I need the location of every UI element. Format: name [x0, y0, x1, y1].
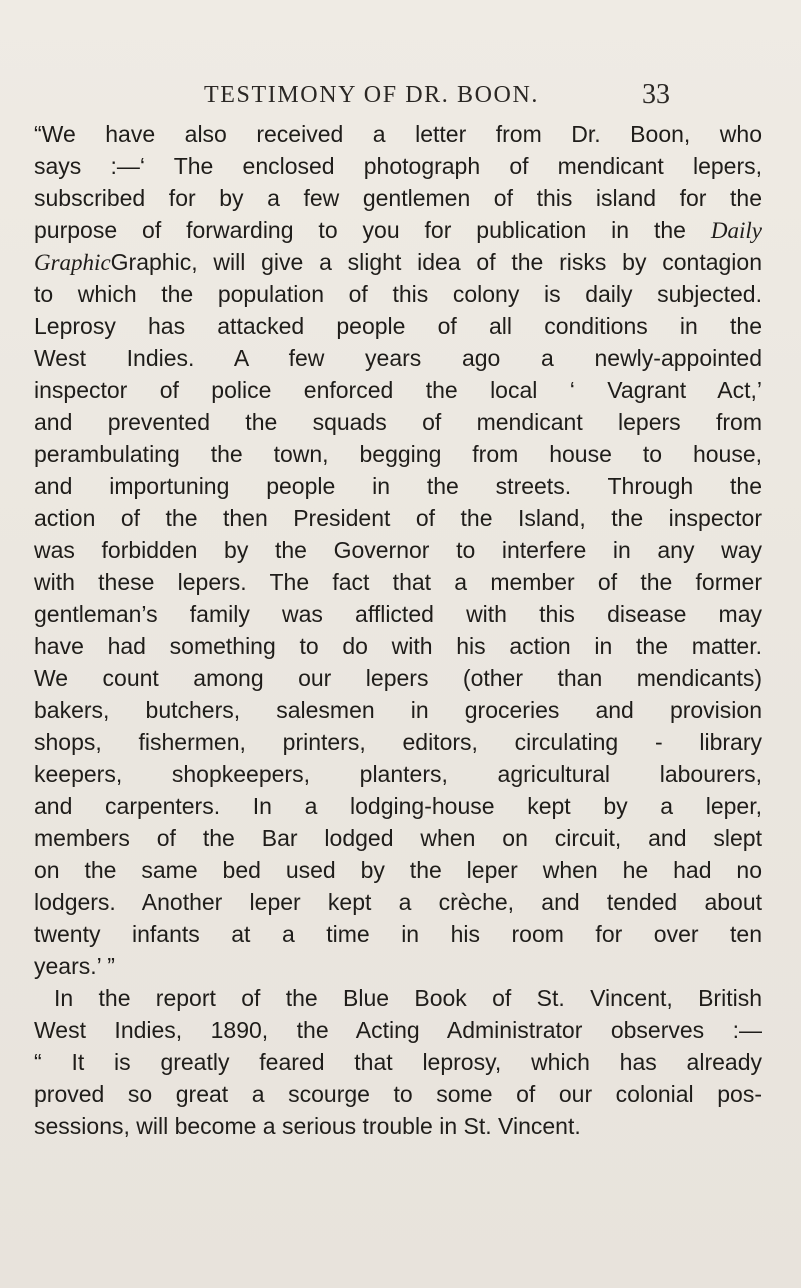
text-line: “We have also received a letter from Dr. Boon, who [34, 121, 762, 147]
running-head [0, 79, 801, 111]
text-line: “ It is greatly feared that leprosy, which has already [34, 1049, 762, 1075]
text-line: keepers, shopkeepers, planters, agricultural labourers, [34, 761, 762, 787]
text-line: and carpenters. In a lodging-house kept by a leper, [34, 793, 762, 819]
italic-word: Graphic [34, 250, 111, 275]
text-line: have had something to do with his action in the matter. [34, 633, 762, 659]
text-line: and prevented the squads of mendicant lepers from [34, 409, 762, 435]
text-line: twenty infants at a time in his room for over ten [34, 921, 762, 947]
text-line: sessions, will become a serious trouble in St. Vincent. [34, 1113, 581, 1139]
italic-word: Daily [710, 218, 762, 243]
text-line: perambulating the town, begging from house to house, [34, 441, 762, 467]
text-line: West Indies. A few years ago a newly-appointed [34, 345, 762, 371]
text-line: was forbidden by the Governor to interfere in any way [34, 537, 762, 563]
text-line: with these lepers. The fact that a member of the former [34, 569, 762, 595]
text-line: to which the population of this colony is daily subjected. [34, 281, 762, 307]
text-line: subscribed for by a few gentlemen of this island for the [34, 185, 762, 211]
text-line: Leprosy has attacked people of all conditions in the [34, 313, 762, 339]
text-line: action of the then President of the Island, the inspector [34, 505, 762, 531]
text-line [34, 246, 762, 278]
text-line: inspector of police enforced the local ‘ Vagrant Act,’ [34, 377, 762, 403]
text-line: and importuning people in the streets. Through the [34, 473, 762, 499]
page-number: 33 [642, 79, 670, 110]
text-line: We count among our lepers (other than mendicants) [34, 665, 762, 691]
running-title: TESTIMONY OF DR. BOON. [204, 82, 539, 108]
text-line: on the same bed used by the leper when he had no [34, 857, 762, 883]
text-line: members of the Bar lodged when on circuit, and slept [34, 825, 762, 851]
text-line: proved so great a scourge to some of our colonial pos- [34, 1081, 762, 1107]
text-line: lodgers. Another leper kept a crèche, and tended about [34, 889, 762, 915]
text-line: says :—‘ The enclosed photograph of mendicant lepers, [34, 153, 762, 179]
text-line-part: Graphic, will give a slight idea of the risks by contagion [110, 249, 762, 275]
text-line: shops, fishermen, printers, editors, circulating - library [34, 729, 762, 755]
body-text [34, 118, 762, 1142]
text-line: West Indies, 1890, the Acting Administrator observes :— [34, 1017, 762, 1043]
text-line: bakers, butchers, salesmen in groceries and provision [34, 697, 762, 723]
text-line: gentleman’s family was afflicted with this disease may [34, 601, 762, 627]
text-line: years.’ ” [34, 953, 115, 979]
text-line: In the report of the Blue Book of St. Vincent, British [54, 985, 762, 1011]
text-line [34, 214, 762, 246]
text-line-part: purpose of forwarding to you for publication in the [34, 217, 686, 243]
